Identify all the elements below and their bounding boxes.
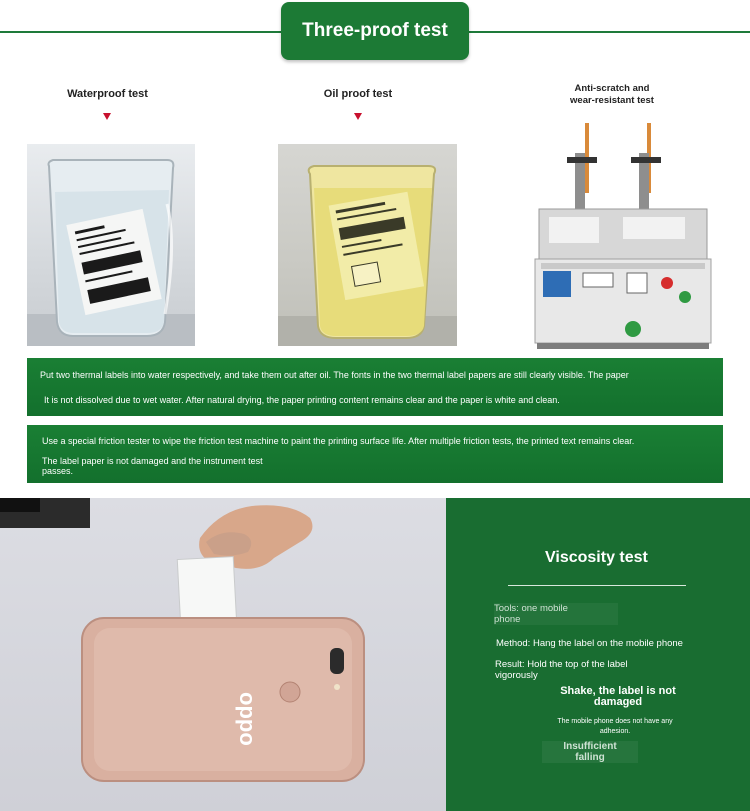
phone-brand-logo: oppo <box>235 692 260 746</box>
down-marker-icon <box>354 113 362 120</box>
waterproof-description-band <box>27 358 723 416</box>
band2-line3: passes. <box>42 466 74 476</box>
anti-scratch-description-band <box>27 425 723 483</box>
water-beaker-illustration <box>27 144 195 346</box>
viscosity-test-photo <box>0 498 446 811</box>
note-line1: The mobile phone does not have any <box>557 718 673 725</box>
hand-phone-illustration <box>0 498 446 811</box>
band2-line1: Use a special friction tester to wipe the friction test machine to paint the printing surface life. After multiple friction tests, the printed text remains clear. <box>42 436 635 446</box>
down-marker-icon <box>103 113 111 120</box>
result-line2: vigorously <box>495 670 538 681</box>
result-text <box>495 659 685 681</box>
viscosity-title-rule <box>508 585 686 586</box>
method-text: Method: Hang the label on the mobile phone <box>496 638 683 649</box>
oil-proof-test-photo <box>278 144 457 346</box>
page-title: Three-proof test <box>281 2 469 60</box>
adhesion-note <box>540 717 690 737</box>
friction-tester-illustration <box>527 113 719 351</box>
insufficient-line2: falling <box>575 752 605 763</box>
band1-line2: It is not dissolved due to wet water. After natural drying, the paper printing content remains clear and the paper is white and clean. <box>44 395 560 405</box>
waterproof-test-label: Waterproof test <box>67 88 148 100</box>
viscosity-title: Viscosity test <box>545 549 648 566</box>
anti-scratch-test-label <box>552 83 672 107</box>
viscosity-panel <box>446 498 750 811</box>
shake-line2: damaged <box>593 696 643 708</box>
insufficient-line1: Insufficient <box>563 741 617 752</box>
tools-text <box>494 603 618 625</box>
insufficient-falling-text <box>542 741 638 763</box>
tools-line1: Tools: one mobile <box>494 603 568 614</box>
oil-beaker-illustration <box>278 144 457 346</box>
note-line2: adhesion. <box>599 728 631 735</box>
shake-line1: Shake, the label is not <box>560 685 676 697</box>
oil-proof-test-label: Oil proof test <box>323 88 393 100</box>
result-line1: Result: Hold the top of the label <box>495 659 628 670</box>
shake-text <box>548 686 688 708</box>
anti-scratch-tester-photo <box>527 113 719 351</box>
anti-scratch-label-line2: wear-resistant test <box>570 95 654 106</box>
band2-line2: The label paper is not damaged and the instrument test <box>42 456 263 466</box>
tools-line2: phone <box>494 614 521 625</box>
band1-line1: Put two thermal labels into water respectively, and take them out after oil. The fonts in the two thermal label papers are still clearly visible. The paper <box>40 370 629 380</box>
anti-scratch-label-line1: Anti-scratch and <box>574 83 650 94</box>
waterproof-test-photo <box>27 144 195 346</box>
